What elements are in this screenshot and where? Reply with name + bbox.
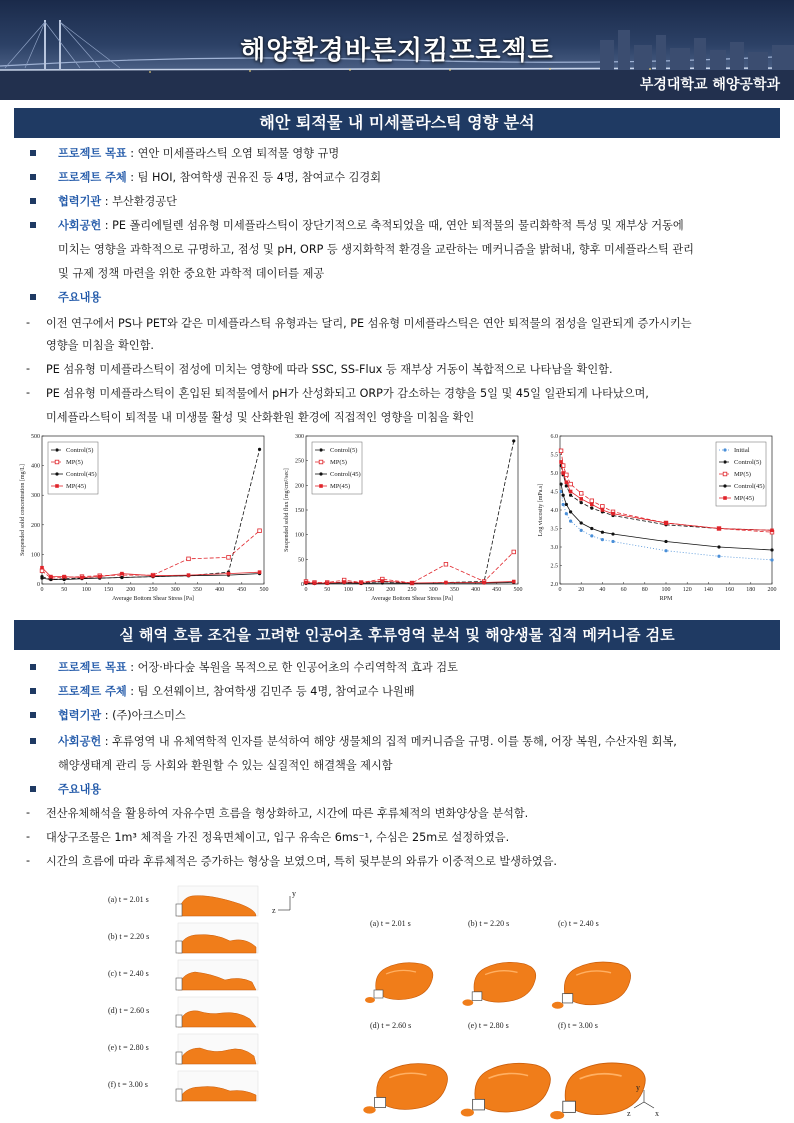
flux-chart <box>276 430 526 602</box>
data-point <box>444 581 448 585</box>
data-point <box>770 558 773 561</box>
legend-label: Control(5) <box>330 447 358 454</box>
x-tick-label: 300 <box>170 587 180 593</box>
team-value: : 팀 오션웨이브, 참여학생 김민주 등 4명, 참여교수 나원배 <box>126 685 415 698</box>
wake-3d-frame <box>363 1021 447 1114</box>
cube-structure <box>176 941 182 953</box>
data-point <box>258 570 262 574</box>
bullet-icon <box>30 150 36 156</box>
data-point <box>601 505 605 509</box>
timestep-label: (d) t = 2.60 s <box>370 1021 412 1030</box>
team-key: 프로젝트 주체 <box>58 685 127 698</box>
data-point <box>590 527 593 530</box>
x-tick-label: 500 <box>259 587 269 593</box>
data-point <box>63 578 66 581</box>
timestep-label: (a) t = 2.01 s <box>370 919 411 928</box>
contribution-key: 사회공헌 <box>58 219 102 232</box>
section2-main-content <box>30 782 101 798</box>
data-point <box>562 503 565 506</box>
data-point <box>304 581 308 585</box>
data-point <box>664 521 668 525</box>
x-tick-label: 250 <box>407 587 417 593</box>
bullet-icon <box>30 738 36 744</box>
data-point <box>55 460 59 464</box>
y-tick-label: 2.5 <box>550 563 558 570</box>
data-point <box>717 555 720 558</box>
data-point <box>559 460 563 464</box>
x-tick-label: 100 <box>661 587 671 593</box>
wake-3d-shape <box>461 1063 551 1116</box>
y-tick-label: 3.5 <box>550 526 558 533</box>
data-point <box>562 494 565 497</box>
finding2: PE 섬유형 미세플라스틱이 점성에 미치는 영향에 따라 SSC, SS-Flux 등 재부상 거동이 복합적으로 나타남을 확인함. <box>46 363 613 376</box>
x-axis-label: Average Bottom Shear Stress [Pa] <box>112 596 194 602</box>
x-tick-label: 200 <box>386 587 396 593</box>
data-point <box>319 484 323 488</box>
wake-volume <box>475 1063 550 1112</box>
x-tick-label: 350 <box>192 587 202 593</box>
data-point <box>561 471 565 475</box>
cube-structure <box>562 994 572 1003</box>
data-point <box>120 576 123 579</box>
dash-icon: - <box>26 830 31 843</box>
finding3-line1: PE 섬유형 미세플라스틱이 혼입된 퇴적물에서 pH가 산성화되고 ORP가 감소하는 경향을 5일 및 45일 일관되게 나타났으며, <box>46 387 649 400</box>
data-point <box>55 472 58 475</box>
data-point <box>319 472 322 475</box>
section1-goal <box>30 146 339 162</box>
data-point <box>664 540 667 543</box>
timestep-label: (d) t = 2.60 s <box>108 1006 150 1015</box>
y-tick-label: 100 <box>295 532 304 539</box>
data-point <box>611 540 614 543</box>
partner-key: 협력기관 <box>58 195 102 208</box>
y-axis-label: Suspended solid flux [mg/cm²/sec] <box>284 468 290 552</box>
data-point <box>590 507 593 510</box>
data-point <box>565 512 568 515</box>
data-point <box>580 529 583 532</box>
series-line <box>42 531 260 578</box>
data-point <box>664 549 667 552</box>
contribution-key: 사회공헌 <box>58 735 102 748</box>
timestep-label: (f) t = 3.00 s <box>108 1080 148 1089</box>
x-tick-label: 100 <box>81 587 91 593</box>
data-point <box>565 473 569 477</box>
cube-structure <box>176 978 182 990</box>
legend-label: Control(5) <box>734 459 762 466</box>
finding3: 시간의 흐름에 따라 후류체적은 증가하는 형상을 보였으며, 특히 뒷부분의 와류가 이중적으로 발생하였음. <box>46 855 557 868</box>
viscosity-chart <box>530 430 780 602</box>
x-tick-label: 150 <box>365 587 375 593</box>
dash-icon: - <box>26 806 31 819</box>
y-tick-label: 5.5 <box>550 452 558 459</box>
x-tick-label: 300 <box>428 587 438 593</box>
data-point <box>565 480 569 484</box>
legend-label: MP(45) <box>66 483 87 490</box>
section2-goal <box>30 660 458 676</box>
dash-icon: - <box>26 316 31 329</box>
x-tick-label: 200 <box>126 587 136 593</box>
x-tick-label: 0 <box>40 587 44 593</box>
legend-label: Control(45) <box>734 483 765 490</box>
data-point <box>482 581 486 585</box>
timestep-label: (b) t = 2.20 s <box>468 919 510 928</box>
wake-3d-shape <box>550 1063 645 1119</box>
wake-3d-shape <box>462 962 535 1006</box>
data-point <box>569 510 572 513</box>
wake-volume <box>565 1063 645 1115</box>
bullet-icon <box>30 174 36 180</box>
axis-x-label: x <box>655 1109 659 1118</box>
side-view-frame <box>108 886 258 916</box>
legend-label: Control(45) <box>66 471 97 478</box>
y-tick-label: 300 <box>295 434 304 440</box>
cube-structure <box>472 992 482 1001</box>
wake-volume <box>377 1064 448 1110</box>
cube-structure <box>176 904 182 916</box>
wake-3d-shape <box>552 962 631 1009</box>
wake-inlet <box>461 1109 474 1117</box>
section1-team <box>30 170 381 186</box>
data-point <box>55 448 58 451</box>
data-point <box>120 572 124 576</box>
axis-y-label: y <box>292 889 296 898</box>
data-point <box>559 449 563 453</box>
contribution-line1: : 후류영역 내 유체역학적 인자를 분석하여 해양 생물체의 집적 메커니즘을 규명. 이를 통해, 어장 복원, 수산자원 회복, <box>101 735 677 748</box>
y-tick-label: 3.0 <box>550 545 558 551</box>
timestep-label: (c) t = 2.40 s <box>108 969 149 978</box>
timestep-label: (e) t = 2.80 s <box>468 1021 509 1030</box>
cube-structure <box>176 1052 182 1064</box>
data-point <box>40 566 44 570</box>
data-point <box>40 576 43 579</box>
data-point <box>717 527 721 531</box>
wake-3d-figure <box>362 912 662 1123</box>
wake-3d-shape <box>363 1064 447 1114</box>
main-content-key: 주요내용 <box>58 783 102 796</box>
data-point <box>80 576 84 580</box>
legend-label: Initial <box>734 447 750 454</box>
x-tick-label: 450 <box>237 587 247 593</box>
y-tick-label: 5.0 <box>550 471 558 477</box>
wake-volume <box>376 963 433 1000</box>
data-point <box>580 501 583 504</box>
data-point <box>717 545 720 548</box>
bullet-icon <box>30 294 36 300</box>
data-point <box>319 448 322 451</box>
contribution-line1: : PE 폴리에틸렌 섬유형 미세플라스틱이 장단기적으로 축적되었을 때, 연안 퇴적물의 물리화학적 특성 및 재부상 거동에 <box>101 219 684 232</box>
y-tick-label: 0 <box>37 582 40 588</box>
wake-3d-frame <box>365 919 433 1003</box>
partner-value: : 부산환경공단 <box>101 195 177 208</box>
data-point <box>569 490 573 494</box>
data-point <box>187 573 191 577</box>
legend-label: MP(45) <box>734 495 755 502</box>
x-tick-label: 0 <box>304 587 308 593</box>
data-point <box>512 439 515 442</box>
data-point <box>569 482 573 486</box>
timestep-label: (e) t = 2.80 s <box>108 1043 149 1052</box>
contribution-line3: 및 규제 정책 마련을 위한 중요한 과학적 데이터를 제공 <box>58 267 325 280</box>
x-tick-label: 20 <box>578 587 585 593</box>
wake-3d-frame <box>461 1021 551 1117</box>
header-banner <box>0 0 794 100</box>
data-point <box>49 578 52 581</box>
data-point <box>590 499 594 503</box>
data-point <box>579 492 583 496</box>
axis-icon <box>272 889 296 915</box>
cube-structure <box>176 1015 182 1027</box>
legend-label: Control(45) <box>330 471 361 478</box>
y-tick-label: 6.0 <box>550 434 558 440</box>
data-point <box>227 556 231 560</box>
team-key: 프로젝트 주체 <box>58 171 127 184</box>
wake-side-view-figure <box>100 880 320 1123</box>
x-tick-label: 140 <box>703 587 713 593</box>
y-tick-label: 250 <box>295 458 304 465</box>
section2-team <box>30 684 415 700</box>
data-point <box>381 579 385 583</box>
y-tick-label: 0 <box>301 582 304 588</box>
data-point <box>601 508 605 512</box>
section2-partner <box>30 708 186 724</box>
data-point <box>565 503 568 506</box>
bullet-icon <box>30 198 36 204</box>
side-view-frame <box>108 1071 258 1101</box>
data-point <box>187 557 191 561</box>
x-tick-label: 40 <box>599 587 606 593</box>
y-axis-label: Log viscosity [mPa.s] <box>538 483 544 537</box>
ssc-chart <box>12 430 272 602</box>
legend-label: MP(5) <box>330 459 347 466</box>
data-point <box>723 496 727 500</box>
legend-label: Control(5) <box>66 447 94 454</box>
x-tick-label: 400 <box>471 587 481 593</box>
x-tick-label: 60 <box>620 587 627 593</box>
data-point <box>325 581 329 585</box>
y-tick-label: 150 <box>295 508 304 514</box>
y-tick-label: 500 <box>31 434 40 440</box>
data-point <box>410 581 414 585</box>
data-point <box>55 484 59 488</box>
y-tick-label: 400 <box>31 463 40 470</box>
y-tick-label: 4.5 <box>550 489 558 496</box>
bullet-icon <box>30 222 36 228</box>
finding1-line1: 이전 연구에서 PS나 PET와 같은 미세플라스틱 유형과는 달리, PE 섬유형 미세플라스틱은 연안 퇴적물의 점성을 일관되게 증가시키는 <box>46 317 692 330</box>
legend-label: MP(5) <box>66 459 83 466</box>
data-point <box>49 575 53 579</box>
partner-key: 협력기관 <box>58 709 102 722</box>
section1-main-content <box>30 290 101 306</box>
goal-key: 프로젝트 목표 <box>58 147 127 160</box>
x-tick-label: 400 <box>215 587 225 593</box>
bullet-icon <box>30 786 36 792</box>
data-point <box>590 534 593 537</box>
goal-value: : 어장·바다숲 복원을 목적으로 한 인공어초의 수리역학적 효과 검토 <box>126 661 458 674</box>
data-point <box>569 494 572 497</box>
x-tick-label: 50 <box>61 587 68 593</box>
data-point <box>258 529 262 533</box>
data-point <box>319 460 323 464</box>
dash-icon: - <box>26 854 31 867</box>
x-tick-label: 160 <box>725 587 735 593</box>
wake-volume <box>474 962 536 1002</box>
data-point <box>569 520 572 523</box>
data-point <box>590 503 594 507</box>
cube-structure <box>374 990 383 998</box>
partner-value: : (주)아크스미스 <box>101 709 186 722</box>
cube-structure <box>176 1089 182 1101</box>
team-value: : 팀 HOI, 참여학생 권유진 등 4명, 참여교수 김경회 <box>126 171 381 184</box>
data-point <box>62 575 66 579</box>
wake-inlet <box>552 1002 564 1009</box>
y-tick-label: 2.0 <box>550 582 558 588</box>
wake-inlet <box>363 1106 375 1113</box>
wake-3d-shape <box>365 963 433 1003</box>
y-tick-label: 4.0 <box>550 508 558 514</box>
bullet-icon <box>30 688 36 694</box>
data-point <box>342 580 346 584</box>
finding1: 전산유체해석을 활용하여 자유수면 흐름을 형상화하고, 시간에 따른 후류체적의 변화양상을 분석함. <box>46 807 529 820</box>
section2-contribution <box>30 734 677 750</box>
wake-inlet <box>550 1111 564 1119</box>
x-tick-label: 180 <box>746 587 756 593</box>
x-axis-label: RPM <box>659 596 673 602</box>
section1-heading: 해안 퇴적물 내 미세플라스틱 영향 분석 <box>14 108 780 138</box>
y-tick-label: 200 <box>31 522 40 529</box>
cube-structure <box>473 1099 485 1110</box>
contribution-line2: 미치는 영향을 과학적으로 규명하고, 점성 및 pH, ORP 등 생지화학적 환경을 교란하는 메커니즘을 밝혀내, 향후 미세플라스틱 관리 <box>58 243 694 256</box>
x-tick-label: 120 <box>682 587 692 593</box>
timestep-label: (c) t = 2.40 s <box>558 919 599 928</box>
data-point <box>723 460 726 463</box>
timestep-label: (a) t = 2.01 s <box>108 895 149 904</box>
data-point <box>723 448 726 451</box>
data-point <box>227 572 231 576</box>
x-tick-label: 0 <box>558 587 562 593</box>
data-point <box>98 575 102 579</box>
data-point <box>359 581 363 585</box>
goal-value: : 연안 미세플라스틱 오염 퇴적물 영향 규명 <box>126 147 340 160</box>
data-point <box>444 562 448 566</box>
data-point <box>770 529 774 533</box>
y-tick-label: 200 <box>295 483 304 490</box>
contribution-line2: 해양생태계 관리 등 사회와 환원할 수 있는 실질적인 해결책을 제시함 <box>58 759 393 772</box>
x-tick-label: 350 <box>449 587 459 593</box>
x-tick-label: 50 <box>324 587 331 593</box>
data-point <box>579 497 583 501</box>
cube-structure <box>563 1101 576 1112</box>
data-point <box>601 531 604 534</box>
cube-structure <box>374 1098 385 1108</box>
bullet-icon <box>30 664 36 670</box>
data-point <box>258 448 261 451</box>
data-point <box>512 550 516 554</box>
data-point <box>611 532 614 535</box>
wake-3d-frame <box>550 1021 645 1119</box>
axis-z-label: z <box>272 906 276 915</box>
main-content-key: 주요내용 <box>58 291 102 304</box>
wake-3d-frame <box>552 919 631 1009</box>
x-tick-label: 450 <box>492 587 502 593</box>
x-tick-label: 500 <box>513 587 523 593</box>
side-view-frame <box>108 923 258 953</box>
axis-z-label: z <box>627 1109 631 1118</box>
x-tick-label: 150 <box>104 587 114 593</box>
axis-y-label: y <box>636 1083 640 1092</box>
goal-key: 프로젝트 목표 <box>58 661 127 674</box>
data-point <box>313 581 317 585</box>
data-point <box>770 548 773 551</box>
section2-heading: 실 해역 흐름 조건을 고려한 인공어초 후류영역 분석 및 해양생물 집적 메커니즘 검토 <box>14 620 780 650</box>
side-view-frame <box>108 960 258 990</box>
wake-3d-frame <box>462 919 535 1006</box>
y-axis-label: Suspended solid concentration [mg/L] <box>20 464 26 556</box>
legend-label: MP(45) <box>330 483 351 490</box>
wake-inlet <box>462 999 473 1005</box>
side-view-frame <box>108 1034 258 1064</box>
wake-inlet <box>365 997 375 1003</box>
x-tick-label: 80 <box>641 587 648 593</box>
data-point <box>151 574 155 578</box>
data-point <box>723 484 726 487</box>
finding2: 대상구조물은 1m³ 체적을 가진 정육면체이고, 입구 유속은 6ms⁻¹, 수심은 25m로 설정하였음. <box>46 831 510 844</box>
x-axis-label: Average Bottom Shear Stress [Pa] <box>371 596 453 602</box>
y-tick-label: 300 <box>31 493 40 500</box>
legend-label: MP(5) <box>734 471 751 478</box>
section1-contribution <box>30 218 684 234</box>
data-point <box>601 538 604 541</box>
wake-volume <box>564 962 630 1005</box>
dash-icon: - <box>26 386 31 399</box>
bullet-icon <box>30 712 36 718</box>
data-point <box>580 521 583 524</box>
timestep-label: (b) t = 2.20 s <box>108 932 150 941</box>
timestep-label: (f) t = 3.00 s <box>558 1021 598 1030</box>
x-tick-label: 250 <box>148 587 158 593</box>
x-tick-label: 100 <box>343 587 353 593</box>
series-MP(5) <box>304 550 515 585</box>
x-tick-label: 200 <box>767 587 777 593</box>
data-point <box>512 580 516 584</box>
series-line <box>306 552 514 583</box>
dash-icon: - <box>26 362 31 375</box>
data-point <box>559 483 562 486</box>
y-tick-label: 100 <box>31 552 40 559</box>
finding1-line2: 영향을 미침을 확인함. <box>46 339 154 352</box>
section1-partner <box>30 194 177 210</box>
page-title: 해양환경바른지킴프로젝트 <box>240 36 554 66</box>
data-point <box>611 512 615 516</box>
data-point <box>723 472 727 476</box>
finding3-line2: 미세플라스틱이 퇴적물 내 미생물 활성 및 산화환원 환경에 직접적인 영향을 미침을 확인 <box>46 411 475 424</box>
series-MP(45) <box>40 566 261 579</box>
y-tick-label: 50 <box>298 557 304 564</box>
side-view-frame <box>108 997 258 1027</box>
department-name: 부경대학교 해양공학과 <box>639 77 780 93</box>
